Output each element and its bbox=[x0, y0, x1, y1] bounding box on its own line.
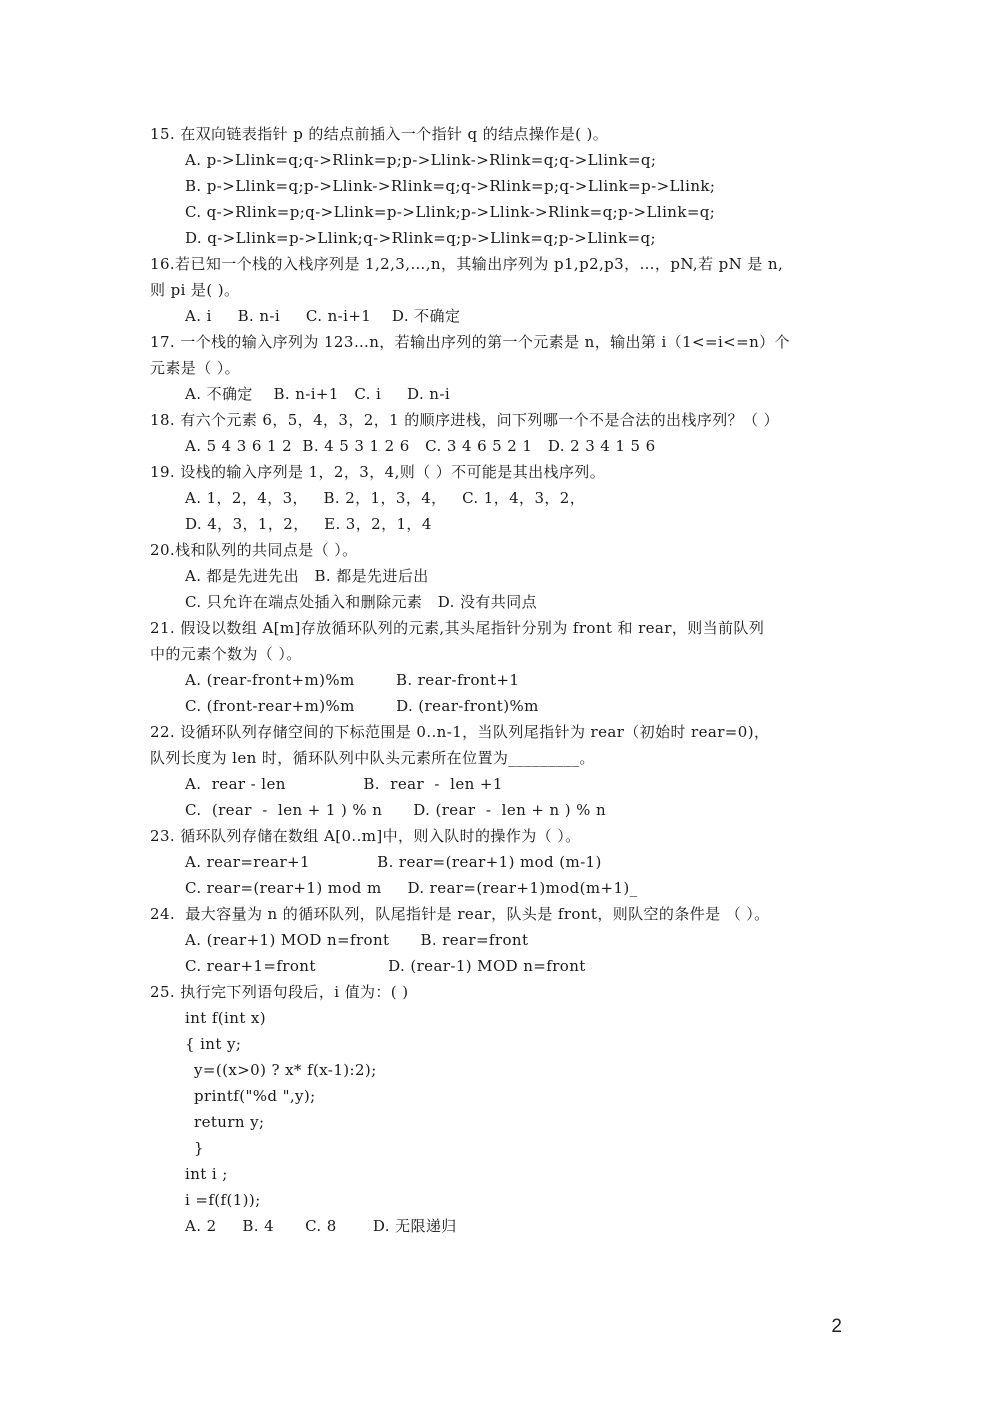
question-19-options-1: A. 1，2，4，3， B. 2，1，3，4， C. 1，4，3，2， bbox=[185, 489, 586, 507]
question-24-options-1: A. (rear+1) MOD n=front B. rear=front bbox=[185, 931, 529, 949]
code-line-2: { int y; bbox=[185, 1035, 242, 1053]
question-17-stem-cont: 元素是（ ）。 bbox=[150, 359, 241, 377]
question-22-options-1: A. rear - len B. rear - len +1 bbox=[185, 775, 503, 793]
question-22-stem-cont: 队列长度为 len 时，循环队列中队头元素所在位置为_________。 bbox=[150, 749, 595, 767]
question-21-stem: 21. 假设以数组 A[m]存放循环队列的元素,其头尾指针分别为 front 和 rear，则当前队列 bbox=[150, 619, 765, 637]
code-line-7: int i ; bbox=[185, 1165, 228, 1183]
code-line-1: int f(int x) bbox=[185, 1009, 267, 1027]
page-number: 2 bbox=[831, 1316, 842, 1337]
question-23-options-1: A. rear=rear+1 B. rear=(rear+1) mod (m-1) bbox=[185, 853, 602, 871]
question-15-option-c: C. q->Rlink=p;q->Llink=p->Llink;p->Llink->Rlink=q;p->Llink=q; bbox=[185, 203, 716, 221]
question-24-options-2: C. rear+1=front D. (rear-1) MOD n=front bbox=[185, 957, 586, 975]
question-25-stem: 25. 执行完下列语句段后，i 值为：( ) bbox=[150, 983, 409, 1001]
question-15-option-a: A. p->Llink=q;q->Rlink=p;p->Llink->Rlink=q;q->Llink=q; bbox=[185, 151, 657, 169]
question-15-option-b: B. p->Llink=q;p->Llink->Rlink=q;q->Rlink=p;q->Llink=p->Llink; bbox=[185, 177, 716, 195]
question-15-option-d: D. q->Llink=p->Llink;q->Rlink=q;p->Llink=q;p->Llink=q; bbox=[185, 229, 656, 247]
question-19-options-2: D. 4，3，1，2， E. 3，2，1，4 bbox=[185, 515, 432, 533]
question-17-options: A. 不确定 B. n-i+1 C. i D. n-i bbox=[185, 385, 451, 403]
question-23-stem: 23. 循环队列存储在数组 A[0..m]中，则入队时的操作为（ ）。 bbox=[150, 827, 581, 845]
code-line-3: y=((x>0) ? x* f(x-1):2); bbox=[194, 1061, 377, 1079]
question-21-options-1: A. (rear-front+m)%m B. rear-front+1 bbox=[185, 671, 520, 689]
question-22-options-2: C. (rear - len + 1 ) % n D. (rear - len + n ) % n bbox=[185, 801, 607, 819]
code-line-8: i =f(f(1)); bbox=[185, 1191, 261, 1209]
question-16-options: A. i B. n-i C. n-i+1 D. 不确定 bbox=[185, 307, 461, 325]
question-21-stem-cont: 中的元素个数为（ ）。 bbox=[150, 645, 302, 663]
question-23-options-2: C. rear=(rear+1) mod m D. rear=(rear+1)mod(m+1)_ bbox=[185, 879, 638, 897]
question-20-stem: 20.栈和队列的共同点是（ ）。 bbox=[150, 541, 358, 559]
code-line-6: } bbox=[194, 1139, 204, 1157]
question-18-options: A. 5 4 3 6 1 2 B. 4 5 3 1 2 6 C. 3 4 6 5 2 1 D. 2 3 4 1 5 6 bbox=[185, 437, 656, 455]
question-22-stem: 22. 设循环队列存储空间的下标范围是 0..n-1，当队列尾指针为 rear（初始时 rear=0)， bbox=[150, 723, 770, 741]
question-19-stem: 19. 设栈的输入序列是 1，2，3，4,则（ ）不可能是其出栈序列。 bbox=[150, 463, 606, 481]
code-line-4: printf("%d ",y); bbox=[194, 1087, 316, 1105]
code-line-5: return y; bbox=[194, 1113, 265, 1131]
question-25-options: A. 2 B. 4 C. 8 D. 无限递归 bbox=[185, 1217, 457, 1235]
question-20-options-2: C. 只允许在端点处插入和删除元素 D. 没有共同点 bbox=[185, 593, 538, 611]
question-17-stem: 17. 一个栈的输入序列为 123…n，若输出序列的第一个元素是 n，输出第 i（1<=i<=n）个 bbox=[150, 333, 790, 351]
question-18-stem: 18. 有六个元素 6，5，4，3，2，1 的顺序进栈，问下列哪一个不是合法的出栈序列？（ ） bbox=[150, 411, 779, 429]
question-16-stem-cont: 则 pi 是( )。 bbox=[150, 281, 240, 299]
question-21-options-2: C. (front-rear+m)%m D. (rear-front)%m bbox=[185, 697, 539, 715]
question-24-stem: 24. 最大容量为 n 的循环队列，队尾指针是 rear，队头是 front，则队空的条件是 （ ）。 bbox=[150, 905, 770, 923]
question-20-options-1: A. 都是先进先出 B. 都是先进后出 bbox=[185, 567, 429, 585]
question-16-stem: 16.若已知一个栈的入栈序列是 1,2,3,…,n，其输出序列为 p1,p2,p3，…，pN,若 pN 是 n, bbox=[150, 255, 784, 273]
question-15-stem: 15. 在双向链表指针 p 的结点前插入一个指针 q 的结点操作是( )。 bbox=[150, 125, 609, 143]
